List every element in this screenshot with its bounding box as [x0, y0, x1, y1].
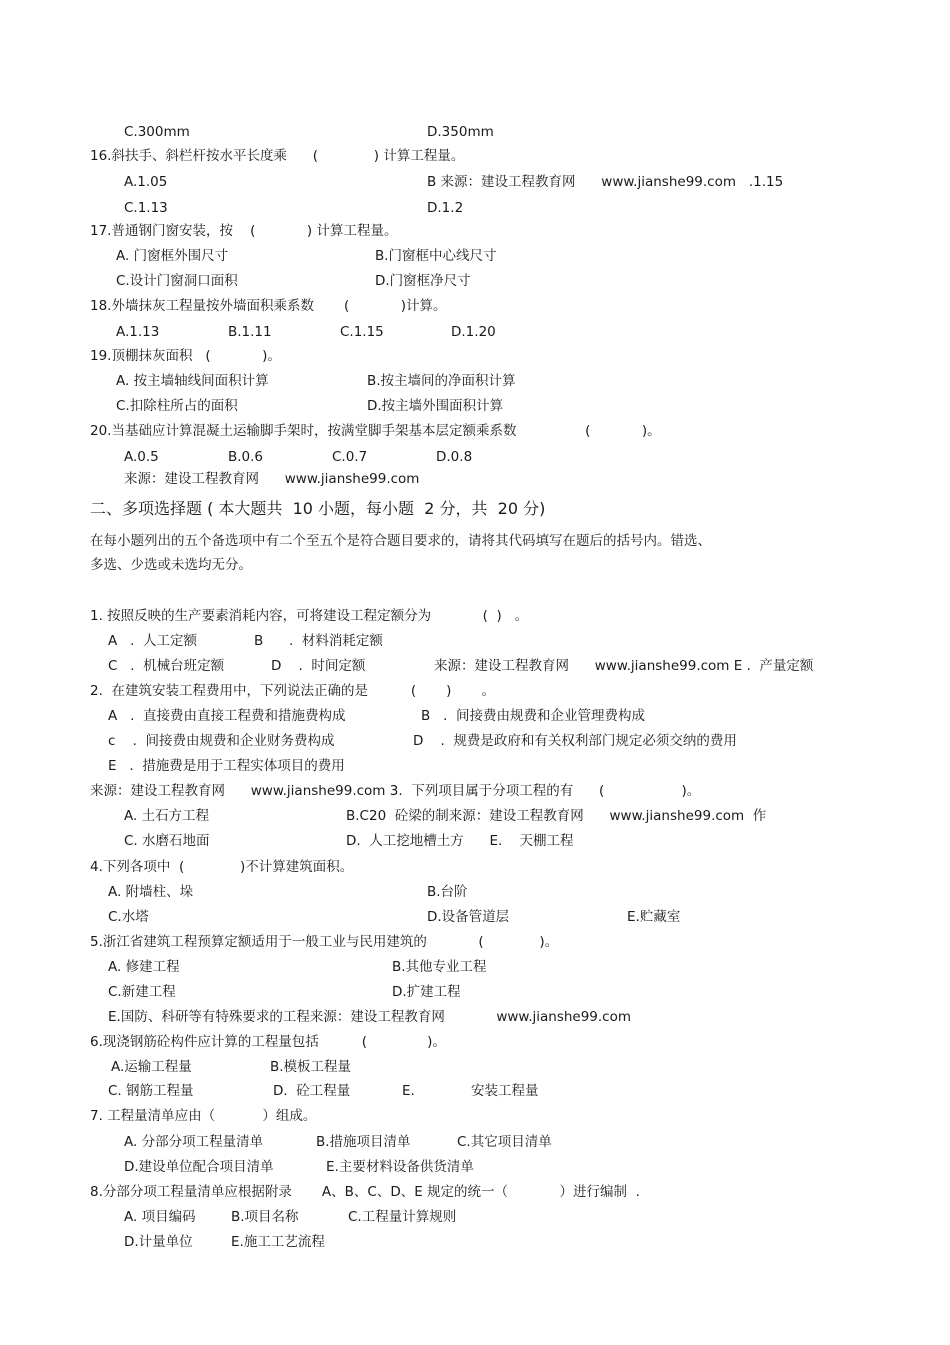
mc2-option-a: A . 直接费由直接工程费和措施费构成: [108, 708, 346, 724]
mc2-option-c: c . 间接费由规费和企业财务费构成: [108, 733, 335, 749]
mc-question-7: 7. 工程量清单应由（ ）组成。: [90, 1108, 317, 1124]
mc1-option-b: B . 材料消耗定额: [254, 633, 383, 649]
section-instructions: 在每小题列出的五个备选项中有二个至五个是符合题目要求的，请将其代码填写在题后的括号内。错选、: [90, 533, 711, 549]
q16-option-c: C.1.13: [124, 200, 168, 216]
mc1-option-a: A . 人工定额: [108, 633, 197, 649]
mc-question-1: 1. 按照反映的生产要素消耗内容，可将建设工程定额分为 ( ) 。: [90, 608, 529, 624]
question-17: 17.普通钢门窗安装，按 ( ) 计算工程量。: [90, 223, 398, 239]
q20-option-c: C.0.7: [332, 449, 368, 465]
mc-question-4: 4.下列各项中 ( )不计算建筑面积。: [90, 859, 354, 875]
q17-option-b: B.门窗框中心线尺寸: [375, 248, 497, 264]
q17-option-a: A. 门窗框外围尺寸: [116, 248, 229, 264]
q19-option-c: C.扣除柱所占的面积: [116, 398, 238, 414]
mc1-option-d: D . 时间定额: [271, 658, 366, 674]
question-16: 16.斜扶手、斜栏杆按水平长度乘 ( ) 计算工程量。: [90, 148, 465, 164]
q18-option-d: D.1.20: [451, 324, 496, 340]
mc7-option-b: B.措施项目清单: [316, 1134, 411, 1150]
mc5-option-b: B.其他专业工程: [392, 959, 487, 975]
q19-option-d: D.按主墙外围面积计算: [367, 398, 504, 414]
mc8-option-b: B.项目名称: [231, 1209, 299, 1225]
q19-option-a: A. 按主墙轴线间面积计算: [116, 373, 269, 389]
mc7-option-d: D.建设单位配合项目清单: [124, 1159, 274, 1175]
mc8-option-a: A. 项目编码: [124, 1209, 196, 1225]
mc7-option-a: A. 分部分项工程量清单: [124, 1134, 264, 1150]
mc6-option-e-text: 安装工程量: [471, 1083, 539, 1099]
mc8-option-e: E.施工工艺流程: [231, 1234, 325, 1250]
mc2-option-d: D . 规费是政府和有关权利部门规定必须交纳的费用: [413, 733, 737, 749]
mc6-option-a: A.运输工程量: [111, 1059, 192, 1075]
mc4-option-c: C.水塔: [108, 909, 149, 925]
q16-option-d: D.1.2: [427, 200, 464, 216]
section-heading-multiple-choice: 二、多项选择题 ( 本大题共 10 小题，每小题 2 分，共 20 分): [90, 499, 546, 518]
mc3-option-d-e: D. 人工挖地槽土方 E. 天棚工程: [346, 833, 574, 849]
mc5-option-a: A. 修建工程: [108, 959, 180, 975]
q19-option-b: B.按主墙间的净面积计算: [367, 373, 516, 389]
mc8-option-c: C.工程量计算规则: [348, 1209, 457, 1225]
q18-option-b: B.1.11: [228, 324, 272, 340]
mc5-option-e: E.国防、科研等有特殊要求的工程来源：建设工程教育网 www.jianshe99.com: [108, 1009, 632, 1025]
q17-option-d: D.门窗框净尺寸: [375, 273, 471, 289]
q16-option-a: A.1.05: [124, 174, 168, 190]
question-19: 19.顶棚抹灰面积 ( )。: [90, 348, 281, 364]
mc3-option-a: A. 土石方工程: [124, 808, 210, 824]
mc7-option-c: C.其它项目清单: [457, 1134, 552, 1150]
q18-option-c: C.1.15: [340, 324, 384, 340]
q15-option-c: C.300mm: [124, 124, 190, 140]
question-18: 18.外墙抹灰工程量按外墙面积乘系数 ( )计算。: [90, 298, 447, 314]
mc6-option-c: C. 钢筋工程量: [108, 1083, 194, 1099]
mc4-option-a: A. 附墙柱、垛: [108, 884, 194, 900]
mc4-option-e: E.贮藏室: [627, 909, 681, 925]
mc2-option-e: E . 措施费是用于工程实体项目的费用: [108, 758, 345, 774]
q20-option-d: D.0.8: [436, 449, 473, 465]
mc-question-3: 来源：建设工程教育网 www.jianshe99.com 3. 下列项目属于分项工程的有 ( )。: [90, 783, 701, 799]
mc3-option-c: C. 水磨石地面: [124, 833, 210, 849]
q20-option-a: A.0.5: [124, 449, 159, 465]
q20-option-b: B.0.6: [228, 449, 264, 465]
mc1-option-c: C . 机械台班定额: [108, 658, 225, 674]
mc-question-2: 2. 在建筑安装工程费用中，下列说法正确的是 ( ) 。: [90, 683, 495, 699]
q17-option-c: C.设计门窗洞口面积: [116, 273, 238, 289]
q18-option-a: A.1.13: [116, 324, 160, 340]
mc6-option-e-label: E.: [402, 1083, 415, 1099]
q16-option-b: B 来源：建设工程教育网 www.jianshe99.com .1.15: [427, 174, 784, 190]
mc5-option-d: D.扩建工程: [392, 984, 461, 1000]
mc-question-6: 6.现浇钢筋砼构件应计算的工程量包括 ( )。: [90, 1034, 446, 1050]
mc4-option-d: D.设备管道层: [427, 909, 510, 925]
source-note: 来源：建设工程教育网 www.jianshe99.com: [124, 471, 420, 487]
section-instructions-cont: 多选、少选或未选均无分。: [90, 557, 252, 573]
mc2-option-b: B . 间接费由规费和企业管理费构成: [421, 708, 646, 724]
mc4-option-b: B.台阶: [427, 884, 468, 900]
mc6-option-b: B.模板工程量: [270, 1059, 352, 1075]
mc6-option-d: D. 砼工程量: [273, 1083, 351, 1099]
mc8-option-d: D.计量单位: [124, 1234, 193, 1250]
mc-question-8: 8.分部分项工程量清单应根据附录 A、B、C、D、E 规定的统一（ ）进行编制 .: [90, 1184, 640, 1200]
question-20: 20.当基础应计算混凝土运输脚手架时，按满堂脚手架基本层定额乘系数 ( )。: [90, 423, 661, 439]
mc1-option-e: 来源：建设工程教育网 www.jianshe99.com E . 产量定额: [434, 658, 814, 674]
mc-question-5: 5.浙江省建筑工程预算定额适用于一般工业与民用建筑的 ( )。: [90, 934, 559, 950]
mc3-option-b: B.C20 砼梁的制来源：建设工程教育网 www.jianshe99.com 作: [346, 808, 767, 824]
q15-option-d: D.350mm: [427, 124, 494, 140]
mc7-option-e: E.主要材料设备供货清单: [326, 1159, 474, 1175]
mc5-option-c: C.新建工程: [108, 984, 176, 1000]
